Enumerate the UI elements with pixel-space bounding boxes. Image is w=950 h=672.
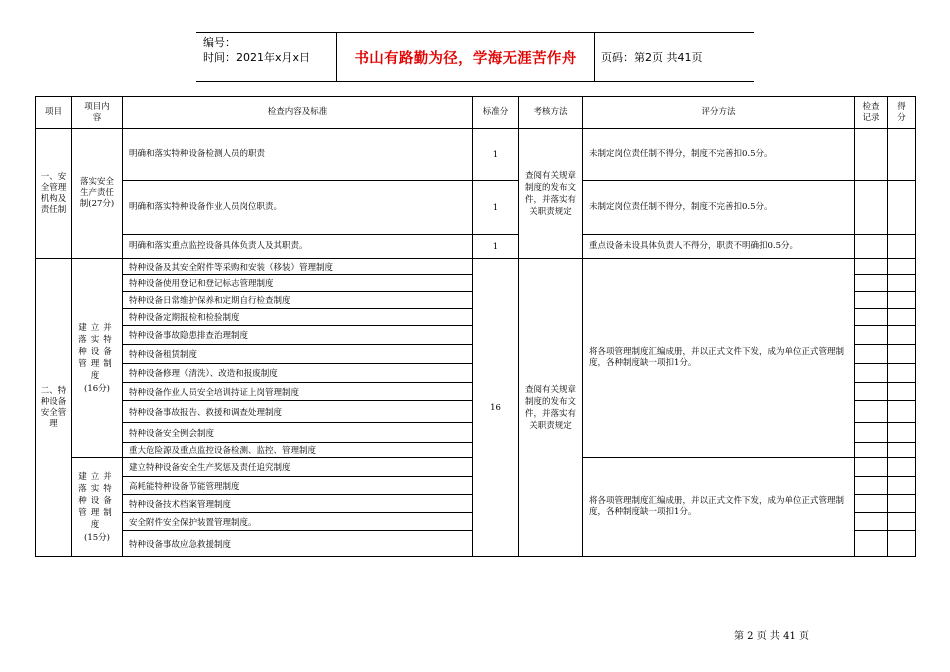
section2-item: 特种设备事故隐患排查治理制度 xyxy=(123,326,473,345)
table-row xyxy=(36,235,916,259)
points-cell xyxy=(888,513,916,531)
inspection-table xyxy=(35,96,916,557)
record-cell xyxy=(855,458,888,477)
section1-project: 一、安全管理机构及责任制 xyxy=(36,129,72,259)
points-cell xyxy=(888,326,916,345)
points-cell xyxy=(888,345,916,364)
header-page-label: 页码：第2页 共41页 xyxy=(601,51,703,64)
points-cell xyxy=(888,129,916,181)
section2-item: 特种设备作业人员安全培训持证上岗管理制度 xyxy=(123,383,473,401)
points-cell xyxy=(888,495,916,513)
record-cell xyxy=(855,364,888,383)
section2-item: 特种设备修理（清洗）、改造和报废制度 xyxy=(123,364,473,383)
record-cell xyxy=(855,292,888,309)
record-cell xyxy=(855,181,888,235)
section2-item: 特种设备事故报告、救援和调查处理制度 xyxy=(123,401,473,423)
record-cell xyxy=(855,531,888,557)
points-cell xyxy=(888,531,916,557)
section1-scoring-3: 重点设备未设具体负责人不得分，职责不明确扣0.5分。 xyxy=(583,235,855,259)
record-cell xyxy=(855,309,888,326)
section2-group1-content-text: 建立并落实特种设备管理制度 xyxy=(78,323,116,381)
points-cell xyxy=(888,181,916,235)
record-cell xyxy=(855,129,888,181)
record-cell xyxy=(855,326,888,345)
points-cell xyxy=(888,458,916,477)
page-footer: 第 2 页 共 41 页 xyxy=(734,631,809,642)
section2-item: 特种设备使用登记和登记标志管理制度 xyxy=(123,275,473,292)
section2-item: 特种设备日常维护保养和定期自行检查制度 xyxy=(123,292,473,309)
record-cell xyxy=(855,345,888,364)
document-time-label: 时间：2021年x月x日 xyxy=(203,51,311,64)
section1-scoring-1: 未制定岗位责任制不得分，制度不完善扣0.5分。 xyxy=(583,129,855,181)
col-header-project-content: 项目内容 xyxy=(72,97,123,129)
section2-item: 特种设备及其安全附件等采购和安装（移装）管理制度 xyxy=(123,259,473,275)
section1-standard-3: 明确和落实重点监控设备具体负责人及其职责。 xyxy=(123,235,473,259)
section1-score-2: 1 xyxy=(473,181,519,235)
points-cell xyxy=(888,259,916,275)
points-cell xyxy=(888,292,916,309)
document-header xyxy=(196,32,754,82)
section2-score: 16 xyxy=(473,259,519,557)
col-header-method: 考核方法 xyxy=(519,97,583,129)
record-cell xyxy=(855,383,888,401)
points-cell xyxy=(888,309,916,326)
points-cell xyxy=(888,423,916,443)
section2-group1-scoring: 将各项管理制度汇编成册，并以正式文件下发，成为单位正式管理制度，各种制度缺一项扣1分。 xyxy=(583,259,855,458)
section1-score-3: 1 xyxy=(473,235,519,259)
record-cell xyxy=(855,259,888,275)
section2-item: 重大危险源及重点监控设备检测、监控、管理制度 xyxy=(123,443,473,458)
points-cell xyxy=(888,383,916,401)
section1-method: 查阅有关规章制度的发布文件，并落实有关职责规定 xyxy=(519,129,583,259)
col-header-points: 得分 xyxy=(888,97,916,129)
col-header-scoring: 评分方法 xyxy=(583,97,855,129)
section2-item: 特种设备定期报检和检验制度 xyxy=(123,309,473,326)
section2-item: 特种设备事故应急救援制度 xyxy=(123,531,473,557)
record-cell xyxy=(855,443,888,458)
section1-standard-2: 明确和落实特种设备作业人员岗位职责。 xyxy=(123,181,473,235)
section2-item: 特种设备安全例会制度 xyxy=(123,423,473,443)
col-header-score: 标准分 xyxy=(473,97,519,129)
record-cell xyxy=(855,477,888,495)
record-cell xyxy=(855,235,888,259)
section2-item: 特种设备技术档案管理制度 xyxy=(123,495,473,513)
table-row xyxy=(36,181,916,235)
section2-item: 高耗能特种设备节能管理制度 xyxy=(123,477,473,495)
section2-group2-scoring: 将各项管理制度汇编成册，并以正式文件下发，成为单位正式管理制度，各种制度缺一项扣1分。 xyxy=(583,458,855,557)
section2-item: 安全附件安全保护装置管理制度。 xyxy=(123,513,473,531)
col-header-standard: 检查内容及标准 xyxy=(123,97,473,129)
record-cell xyxy=(855,423,888,443)
points-cell xyxy=(888,235,916,259)
section2-item: 建立特种设备安全生产奖惩及责任追究制度 xyxy=(123,458,473,477)
table-row xyxy=(36,129,916,181)
section2-project: 二、特种设备安全管理 xyxy=(36,259,72,557)
record-cell xyxy=(855,495,888,513)
record-cell xyxy=(855,401,888,423)
record-cell xyxy=(855,513,888,531)
points-cell xyxy=(888,275,916,292)
section2-group2-content xyxy=(72,458,123,557)
section2-group1-points: (16分) xyxy=(84,384,110,394)
points-cell xyxy=(888,443,916,458)
record-cell xyxy=(855,275,888,292)
points-cell xyxy=(888,364,916,383)
section2-group2-content-text: 建立并落实特种设备管理制度 xyxy=(78,472,116,530)
col-header-project: 项目 xyxy=(36,97,72,129)
section1-standard-1: 明确和落实特种设备检测人员的职责 xyxy=(123,129,473,181)
section1-scoring-2: 未制定岗位责任制不得分，制度不完善扣0.5分。 xyxy=(583,181,855,235)
header-meta xyxy=(196,33,336,81)
section1-score-1: 1 xyxy=(473,129,519,181)
points-cell xyxy=(888,477,916,495)
section1-content-text: 落实安全生产责任制(27分) xyxy=(79,177,115,209)
points-cell xyxy=(888,401,916,423)
section2-item: 特种设备租赁制度 xyxy=(123,345,473,364)
col-header-record: 检查记录 xyxy=(855,97,888,129)
section2-method: 查阅有关规章制度的发布文件，并落实有关职责规定 xyxy=(519,259,583,557)
section2-group1-content xyxy=(72,259,123,458)
section1-content xyxy=(72,129,123,259)
section2-group2-points: (15分) xyxy=(84,533,110,543)
table-row xyxy=(36,259,916,275)
header-motto: 书山有路勤为径，学海无涯苦作舟 xyxy=(336,33,595,81)
document-number-label: 编号： xyxy=(203,36,236,49)
table-header-row xyxy=(36,97,916,129)
